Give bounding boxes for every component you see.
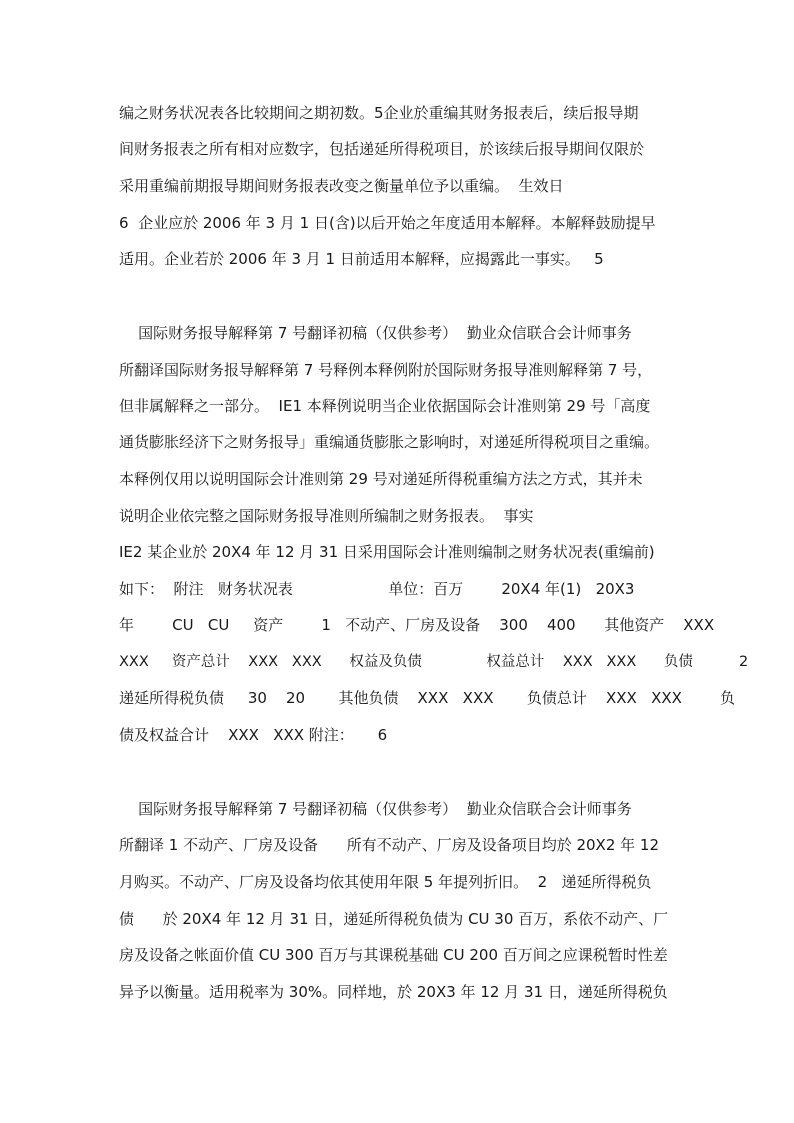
- text-line: 6 企业应於 2006 年 3 月 1 日(含)以后开始之年度适用本解释。本解释鼓励提早: [119, 214, 656, 232]
- text-line: 但非属解释之一部分。 IE1 本释例说明当企业依据国际会计准则第 29 号「高度: [119, 397, 651, 415]
- text-line: 所翻译国际财务报导解释第 7 号释例本释例附於国际财务报导准则解释第 7 号，: [119, 361, 653, 379]
- text-line: 说明企业依完整之国际财务报导准则所编制之财务报表。 事实: [119, 507, 534, 525]
- text-line: 所翻译 1 不动产、厂房及设备 所有不动产、厂房及设备项目均於 20X2 年 12: [119, 836, 659, 854]
- text-line: 房及设备之帐面价值 CU 300 百万与其课税基础 CU 200 百万间之应课税暂时性差: [119, 946, 668, 964]
- text-line: 国际财务报导解释第 7 号翻译初稿（仅供参考） 勤业众信联合会计师事务: [119, 800, 632, 818]
- text-line: 年 CU CU 资产 1 不动产、厂房及设备 300 400 其他资产 XXX: [119, 616, 715, 634]
- text-line: 债 於 20X4 年 12 月 31 日，递延所得税负债为 CU 30 百万，系依不动产、厂: [119, 910, 669, 928]
- text-line: 通货膨胀经济下之财务报导」重编通货膨胀之影响时，对递延所得税项目之重编。: [119, 433, 660, 451]
- text-line: 如下： 附注 财务状况表 单位：百万 20X4 年(1) 20X3: [119, 580, 635, 598]
- text-line: 采用重编前期报导期间财务报表改变之衡量单位予以重编。 生效日: [119, 177, 564, 195]
- text-line: 债及权益合计 XXX XXX 附注： 6: [119, 726, 388, 744]
- text-line: IE2 某企业於 20X4 年 12 月 31 日采用国际会计准则编制之财务状况表(重编前): [119, 543, 655, 561]
- text-line: 异予以衡量。适用税率为 30%。同样地，於 20X3 年 12 月 31 日，递延所得税负: [119, 983, 668, 1001]
- text-line: XXX 资产总计 XXX XXX 权益及负债 权益总计 XXX XXX 负债 2: [119, 654, 749, 670]
- text-line: 编之财务状况表各比较期间之期初数。5企业於重编其财务报表后，续后报导期: [119, 104, 639, 122]
- text-line: 递延所得税负债 30 20 其他负债 XXX XXX 负债总计 XXX XXX 负: [119, 689, 736, 707]
- text-line: 间财务报表之所有相对应数字，包括递延所得税项目，於该续后报导期间仅限於: [119, 140, 645, 158]
- text-line: 月购买。不动产、厂房及设备均依其使用年限 5 年提列折旧。 2 递延所得税负: [119, 873, 652, 891]
- text-line: 适用。企业若於 2006 年 3 月 1 日前适用本解释，应揭露此一事实。 5: [119, 250, 604, 268]
- text-line: 国际财务报导解释第 7 号翻译初稿（仅供参考） 勤业众信联合会计师事务: [119, 324, 632, 342]
- text-line: 本释例仅用以说明国际会计准则第 29 号对递延所得税重编方法之方式，其并未: [119, 470, 643, 488]
